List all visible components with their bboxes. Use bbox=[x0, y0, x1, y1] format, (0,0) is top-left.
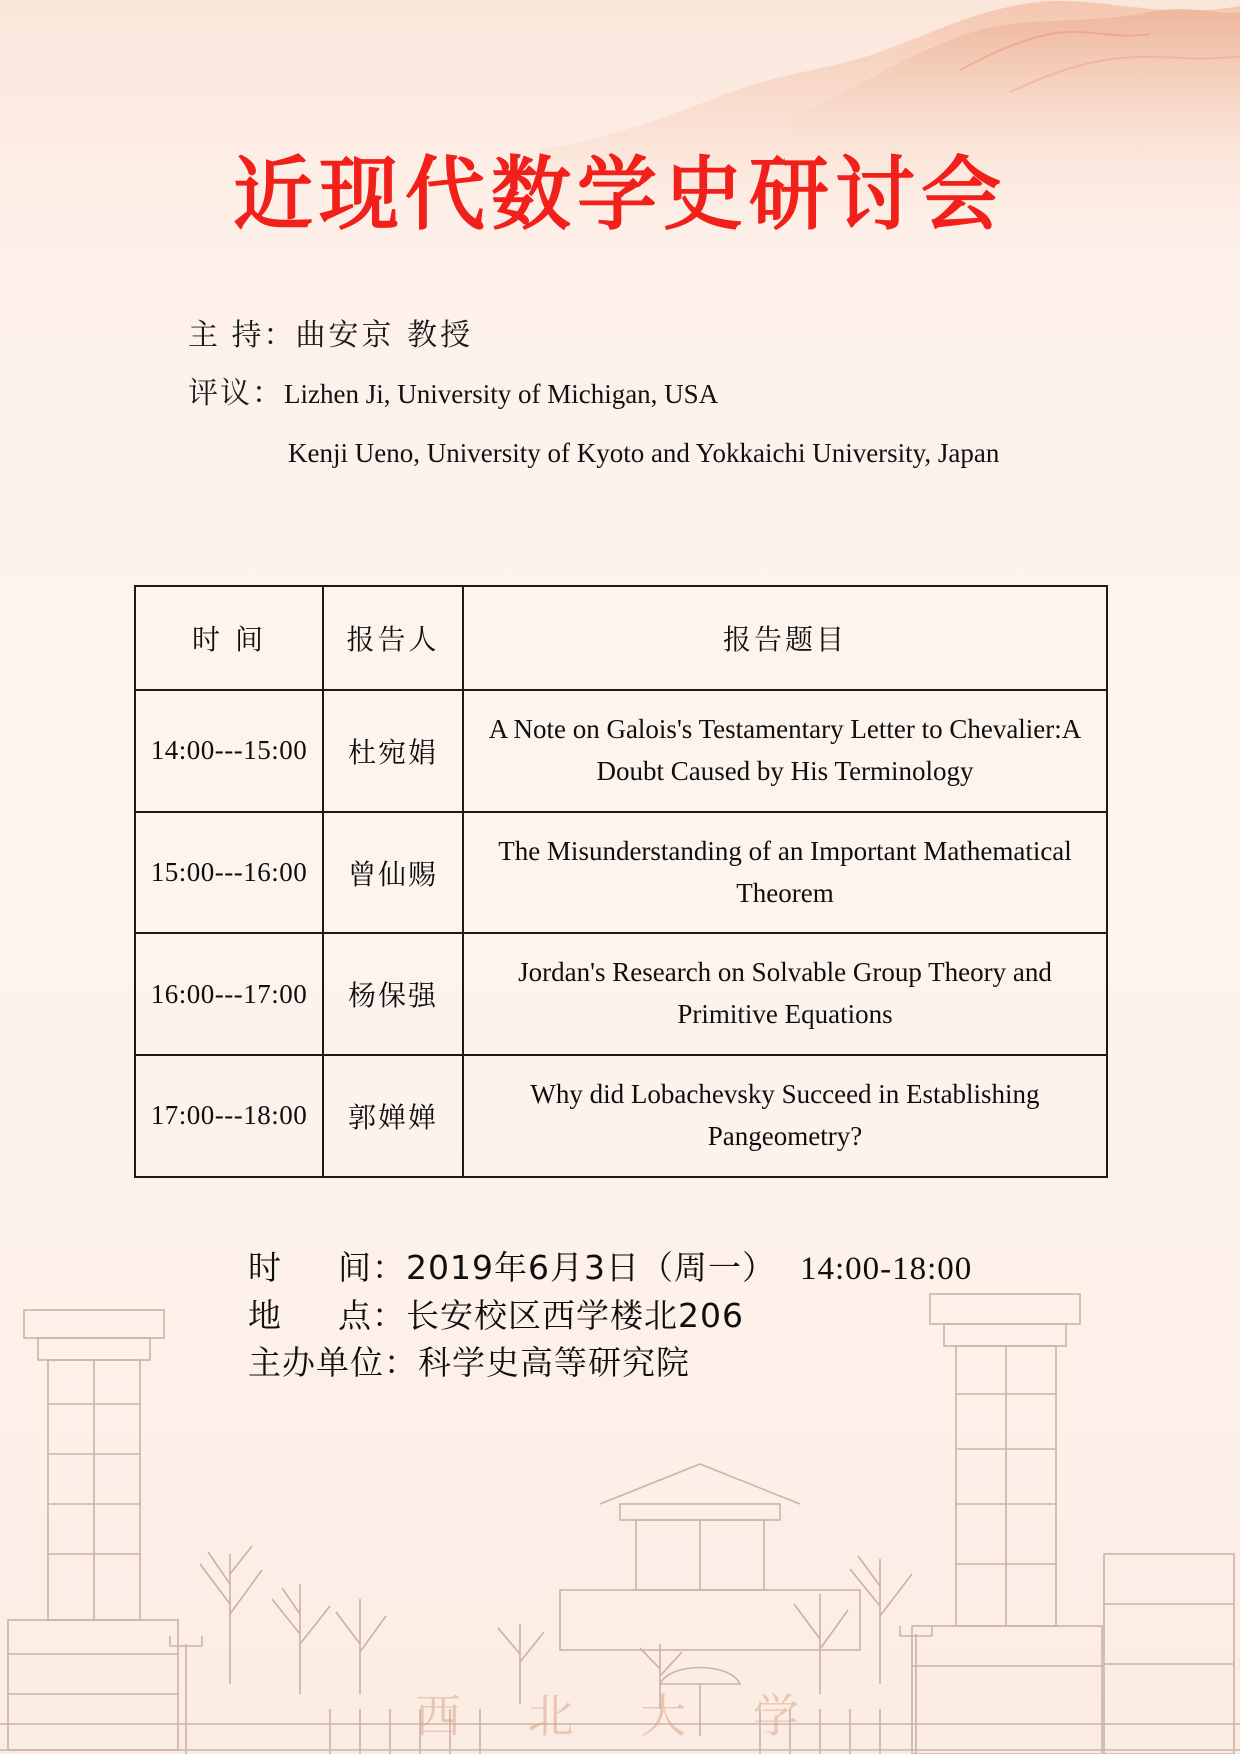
schedule-table-wrapper bbox=[134, 585, 1106, 1178]
table-row bbox=[135, 812, 1107, 934]
event-time-label-a: 时 bbox=[248, 1248, 282, 1287]
column-header-talk: 报告题目 bbox=[463, 586, 1107, 690]
cell-talk: A Note on Galois's Testamentary Letter to Chevalier:A Doubt Caused by His Terminology bbox=[463, 690, 1107, 812]
column-header-speaker: 报告人 bbox=[323, 586, 463, 690]
meta-block bbox=[0, 310, 1240, 483]
cell-speaker: 杜宛娟 bbox=[323, 690, 463, 812]
cell-speaker: 郭婵婵 bbox=[323, 1055, 463, 1177]
cell-time: 15:00---16:00 bbox=[135, 812, 323, 934]
event-place-value: 长安校区西学楼北206 bbox=[406, 1295, 744, 1335]
cell-talk: Why did Lobachevsky Succeed in Establishing Pangeometry? bbox=[463, 1055, 1107, 1177]
event-place-label-b: 点： bbox=[338, 1295, 406, 1335]
host-label: 主 持： bbox=[188, 318, 296, 353]
table-row bbox=[135, 933, 1107, 1055]
table-row bbox=[135, 1055, 1107, 1177]
reviewer-value-1: Lizhen Ji, University of Michigan, USA bbox=[284, 379, 719, 409]
event-place-line bbox=[248, 1293, 972, 1340]
event-organizer-value: 科学史高等研究院 bbox=[418, 1342, 690, 1382]
table-header-row bbox=[135, 586, 1107, 690]
host-value: 曲安京 教授 bbox=[295, 318, 474, 353]
cell-time: 16:00---17:00 bbox=[135, 933, 323, 1055]
reviewer-row-1 bbox=[0, 368, 1240, 412]
event-organizer-line bbox=[248, 1340, 972, 1387]
event-place-label-a: 地 bbox=[248, 1295, 282, 1335]
event-details bbox=[248, 1245, 972, 1387]
cell-talk: Jordan's Research on Solvable Group Theory and Primitive Equations bbox=[463, 933, 1107, 1055]
event-time-label-b: 间： bbox=[338, 1248, 406, 1287]
event-time-line bbox=[248, 1245, 972, 1293]
cell-speaker: 杨保强 bbox=[323, 933, 463, 1055]
event-time-value: 2019年6月3日（周一） bbox=[406, 1248, 776, 1287]
page-title: 近现代数学史研讨会 bbox=[233, 148, 1007, 241]
svg-text:西 北 大 学: 西 北 大 学 bbox=[415, 1689, 825, 1743]
cell-time: 17:00---18:00 bbox=[135, 1055, 323, 1177]
table-row bbox=[135, 690, 1107, 812]
cell-speaker: 曾仙赐 bbox=[323, 812, 463, 934]
event-time-clock: 14:00-18:00 bbox=[799, 1251, 973, 1287]
host-row bbox=[0, 310, 1240, 354]
cell-talk: The Misunderstanding of an Important Mathematical Theorem bbox=[463, 812, 1107, 934]
event-organizer-label: 主办单位： bbox=[248, 1342, 418, 1382]
reviewer-value-2: Kenji Ueno, University of Kyoto and Yokkaichi University, Japan bbox=[288, 438, 1000, 468]
schedule-table bbox=[134, 585, 1108, 1178]
reviewer-label: 评议： bbox=[188, 376, 284, 411]
reviewer-row-2 bbox=[0, 438, 1240, 469]
column-header-time: 时 间 bbox=[135, 586, 323, 690]
cell-time: 14:00---15:00 bbox=[135, 690, 323, 812]
